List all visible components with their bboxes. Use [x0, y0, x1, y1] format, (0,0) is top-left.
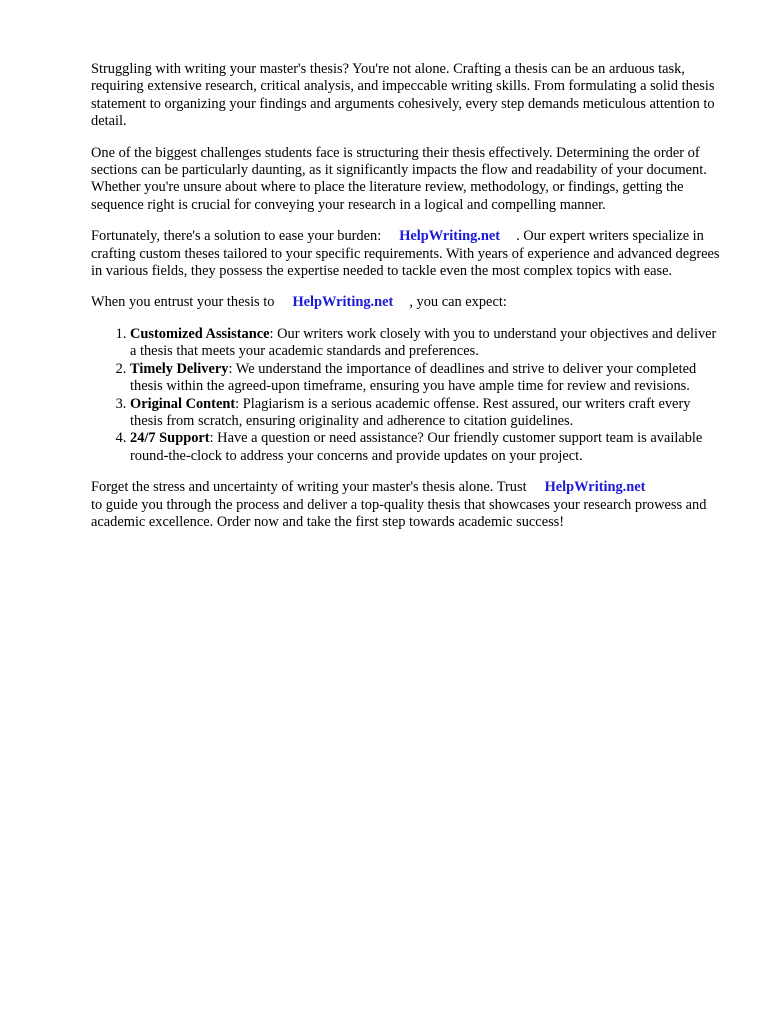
paragraph-closing-text-after: to guide you through the process and deliver a top-quality thesis that showcases your research prowess and academic excellence. Order now and take the first step towards academic success! [91, 496, 707, 530]
list-item [130, 430, 724, 465]
helpwriting-link-2[interactable]: HelpWriting.net [292, 294, 394, 311]
list-item-text: : Have a question or need assistance? Our friendly customer support team is available round-the-clock to address your concerns and provide updates on your project. [130, 430, 703, 464]
list-item-title: Timely Delivery [130, 360, 229, 377]
paragraph-expect-text-after: , you can expect: [409, 294, 507, 311]
list-item-text: : Plagiarism is a serious academic offense. Rest assured, our writers craft every thesis from scratch, ensuring originality and adherence to citation guidelines. [130, 395, 691, 429]
paragraph-expect-text-before: When you entrust your thesis to [91, 294, 275, 311]
paragraph-solution-text-after: . Our expert writers specialize in crafting custom theses tailored to your specific requirements. With years of experience and advanced degrees in various fields, they possess the expertise needed to tackle even the most complex topics with ease. [91, 228, 720, 280]
list-item-title: 24/7 Support [130, 430, 210, 447]
list-item [130, 326, 724, 361]
list-item-text: : Our writers work closely with you to understand your objectives and deliver a thesis that meets your academic standards and preferences. [130, 325, 717, 360]
paragraph-closing [91, 479, 724, 531]
paragraph-intro: Struggling with writing your master's thesis? You're not alone. Crafting a thesis can be an arduous task, requiring extensive research, critical analysis, and impeccable writing skills. From formulating a solid thesis statement to organizing your findings and arguments cohesively, every step demands meticulous attention to detail. [91, 61, 715, 130]
paragraph-expect [91, 294, 724, 311]
paragraph-solution-text-before: Fortunately, there's a solution to ease your burden: [91, 228, 382, 245]
paragraph-solution [91, 228, 724, 280]
benefits-list [91, 326, 724, 465]
list-item [130, 396, 724, 431]
paragraph-structure: One of the biggest challenges students face is structuring their thesis effectively. Determining the order of sections can be particularly daunting, as it significantly impacts the flow and readability of your document. Whether you're unsure about where to place the literature review, methodology, or findings, getting the sequence right is crucial for conveying your research in a logical and compelling manner. [91, 144, 707, 213]
paragraph-closing-text-before: Forget the stress and uncertainty of writing your master's thesis alone. Trust [91, 479, 527, 496]
helpwriting-link-3[interactable]: HelpWriting.net [544, 479, 646, 496]
list-item-text: : We understand the importance of deadlines and strive to deliver your completed thesis within the agreed-upon timeframe, ensuring you have ample time for review and revisions. [130, 360, 697, 395]
list-item-title: Customized Assistance [130, 325, 270, 342]
helpwriting-link-1[interactable]: HelpWriting.net [399, 228, 501, 245]
list-item-title: Original Content [130, 395, 236, 412]
list-item [130, 361, 724, 396]
